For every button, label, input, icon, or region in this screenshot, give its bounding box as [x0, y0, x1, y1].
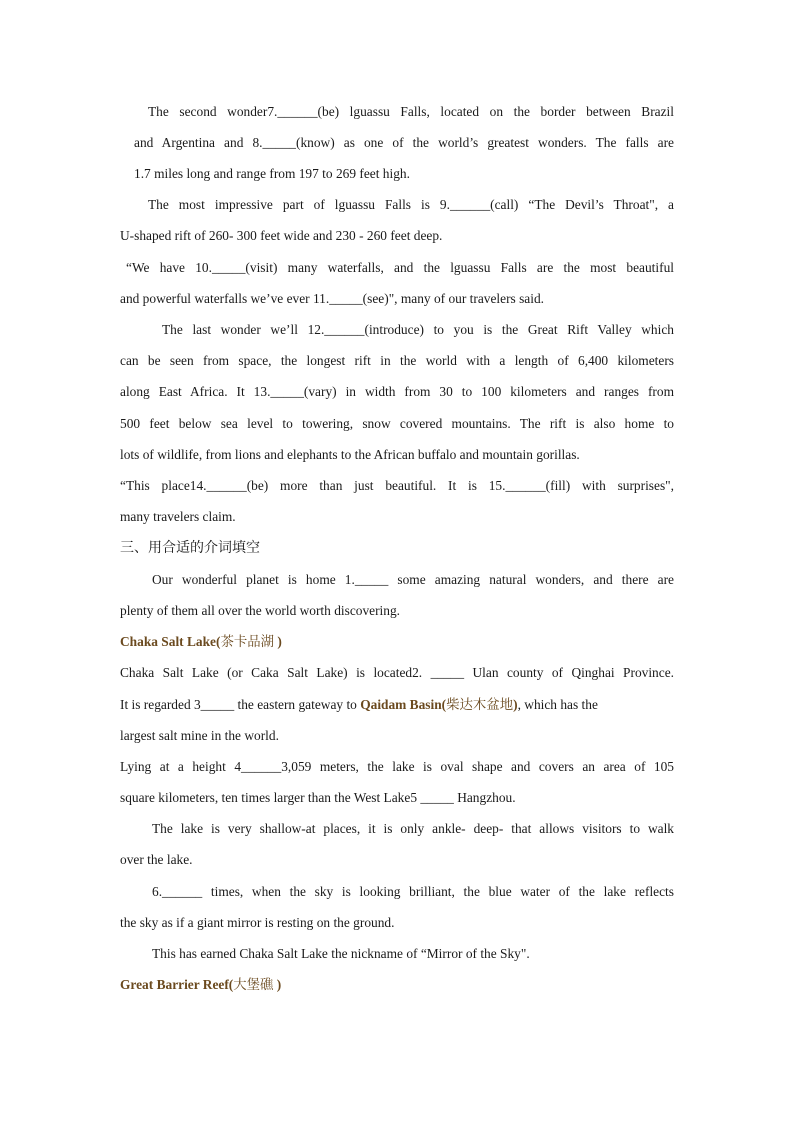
paragraph-line: and powerful waterfalls we’ve ever 11._____(see)", many of our travelers said. [120, 291, 545, 306]
paragraph-line: Chaka Salt Lake (or Caka Salt Lake) is located2. _____ Ulan county of Qinghai Province. [120, 665, 674, 680]
subheading-chaka: Chaka Salt Lake(茶卡品湖 ) [120, 634, 282, 650]
paragraph-line-qaidam: It is regarded 3_____ the eastern gateway to Qaidam Basin(柴达木盆地), which has the [120, 697, 598, 713]
paragraph-line: lots of wildlife, from lions and elephants to the African buffalo and mountain gorillas. [120, 447, 580, 462]
paragraph-line: over the lake. [120, 852, 193, 867]
section-heading: 三、用合适的介词填空 [120, 540, 260, 556]
paragraph-line: 500 feet below sea level to towering, snow covered mountains. The rift is also home to [120, 416, 674, 431]
paragraph-line: The second wonder7.______(be) lguassu Falls, located on the border between Brazil [148, 104, 674, 119]
paragraph-line: many travelers claim. [120, 509, 236, 524]
paragraph-line: and Argentina and 8._____(know) as one of the world’s greatest wonders. The falls are [134, 135, 674, 150]
paragraph-line: 1.7 miles long and range from 197 to 269 feet high. [134, 166, 410, 181]
paragraph-line: Lying at a height 4______3,059 meters, the lake is oval shape and covers an area of 105 [120, 759, 674, 774]
paragraph-line: plenty of them all over the world worth discovering. [120, 603, 401, 618]
paragraph-line: Our wonderful planet is home 1._____ some amazing natural wonders, and there are [152, 572, 674, 587]
paragraph-line: can be seen from space, the longest rift in the world with a length of 6,400 kilometers [120, 353, 674, 368]
paragraph-line: largest salt mine in the world. [120, 728, 279, 743]
paragraph-line: This has earned Chaka Salt Lake the nickname of “Mirror of the Sky". [152, 946, 530, 961]
paragraph-line: square kilometers, ten times larger than the West Lake5 _____ Hangzhou. [120, 790, 516, 805]
paragraph-line: U-shaped rift of 260- 300 feet wide and 230 - 260 feet deep. [120, 228, 443, 243]
subheading-great-barrier-reef: Great Barrier Reef(大堡礁 ) [120, 977, 282, 993]
paragraph-line: The lake is very shallow-at places, it is only ankle- deep- that allows visitors to walk [152, 821, 674, 836]
paragraph-line: the sky as if a giant mirror is resting on the ground. [120, 915, 395, 930]
paragraph-line: “We have 10._____(visit) many waterfalls, and the lguassu Falls are the most beautiful [126, 260, 674, 275]
paragraph-line: The most impressive part of lguassu Falls is 9.______(call) “The Devil’s Throat", a [148, 197, 674, 212]
paragraph-line: along East Africa. It 13._____(vary) in width from 30 to 100 kilometers and ranges from [120, 384, 674, 399]
paragraph-line: The last wonder we’ll 12.______(introduce) to you is the Great Rift Valley which [162, 322, 674, 337]
paragraph-line: 6.______ times, when the sky is looking brilliant, the blue water of the lake reflects [152, 884, 674, 899]
paragraph-line: “This place14.______(be) more than just beautiful. It is 15.______(fill) with surprises", [120, 478, 674, 493]
